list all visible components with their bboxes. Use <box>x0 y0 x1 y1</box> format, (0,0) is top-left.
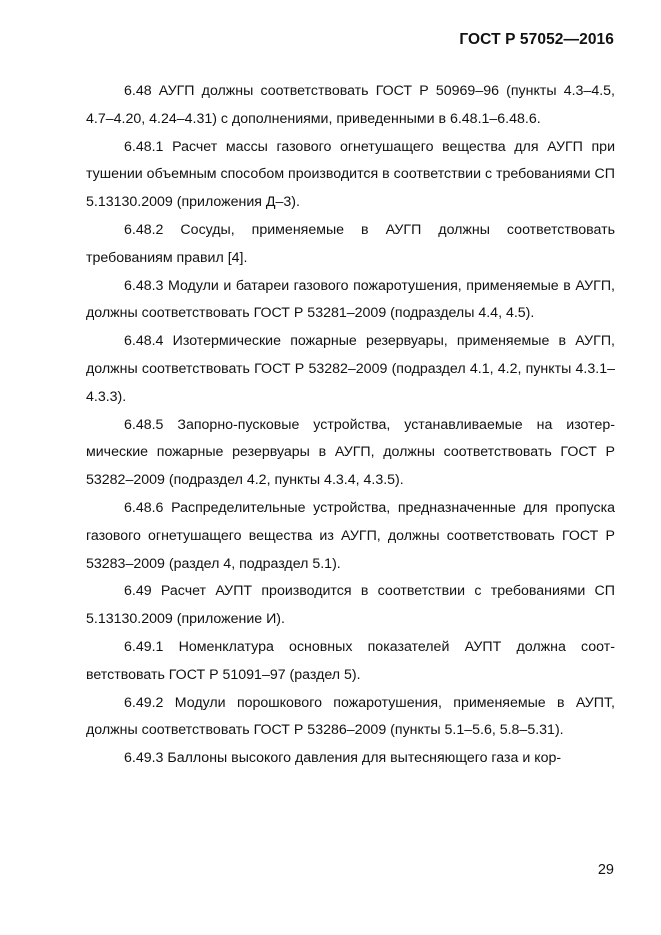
document-id: ГОСТ Р 57052—2016 <box>459 31 614 48</box>
paragraph-6-49-2: 6.49.2 Модули порошкового пожаротушения, применяемые в АУПТ, должны соответствовать ГОСТ Р 53286–2009 (пункты 5.1–5.6, 5.8–5.31). <box>86 694 615 739</box>
paragraph-6-48-1: 6.48.1 Расчет массы газового огнетушащего вещества для АУГП при тушении объемным способом производится в соответствии с требованиями СП 5.13130.2009 (приложения Д–3). <box>86 138 615 211</box>
paragraph-6-48: 6.48 АУГП должны соответствовать ГОСТ Р 50969–96 (пункты 4.3–4.5, 4.7–4.20, 4.24–4.31) с дополнениями, приведенными в 6.48.1–6.48.6. <box>86 83 615 127</box>
page-number: 29 <box>597 862 614 878</box>
paragraph-6-49-1: 6.49.1 Номенклатура основных показателей АУПТ должна соответствовать ГОСТ Р 51091–97 (раздел 5). <box>86 638 615 683</box>
paragraph-6-48-6: 6.48.6 Распределительные устройства, предназначенные для пропуска газового огнетушащего вещества из АУГП, должны соответствовать ГОСТ Р 53283–2009 (раздел 4, подраздел 5.1). <box>86 499 615 572</box>
paragraph-6-48-2: 6.48.2 Сосуды, применяемые в АУГП должны соответствовать требованиям правил [4]. <box>86 221 615 266</box>
paragraph-6-48-3: 6.48.3 Модули и батареи газового пожаротушения, применяемые в АУГП, должны соответствовать ГОСТ Р 53281–2009 (подразделы 4.4, 4.5). <box>86 277 615 322</box>
paragraph-6-48-4: 6.48.4 Изотермические пожарные резервуары, применяемые в АУГП, должны соответствовать ГОСТ Р 53282–2009 (подраздел 4.1, 4.2, пункты 4.3.1–4.3.3). <box>86 333 615 405</box>
paragraph-6-49-3: 6.49.3 Баллоны высокого давления для вытесняющего газа и кор- <box>124 750 562 767</box>
paragraph-6-49: 6.49 Расчет АУПТ производится в соответствии с требованиями СП 5.13130.2009 (приложение И). <box>86 583 615 628</box>
page-body <box>86 78 615 773</box>
paragraph-6-48-5: 6.48.5 Запорно-пусковые устройства, устанавливаемые на изотермические пожарные резервуары в АУГП, должны соответствовать ГОСТ Р 53282–2009 (подраздел 4.2, пункты 4.3.4, 4.3.5). <box>86 416 615 489</box>
